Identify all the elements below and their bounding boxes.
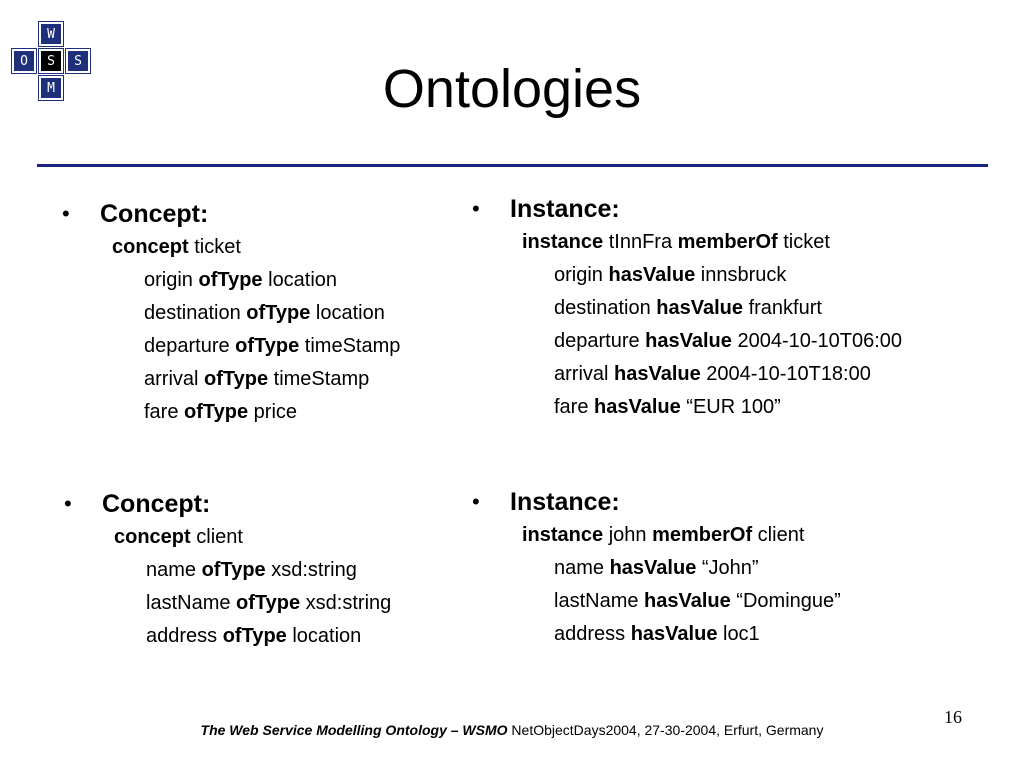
keyword: concept — [112, 236, 189, 258]
footer-title: The Web Service Modelling Ontology – WSMO — [200, 722, 508, 738]
footer-event: NetObjectDays2004, 27-30-2004, Erfurt, Germany — [507, 722, 824, 738]
line-text: ticket — [188, 236, 241, 258]
attr-name: arrival — [144, 368, 205, 390]
attr-name: origin — [144, 269, 199, 291]
keyword: hasValue — [614, 363, 701, 385]
keyword: ofType — [184, 401, 249, 423]
attr-value: innsbruck — [695, 264, 787, 286]
instance-client-heading — [472, 485, 841, 519]
concept-ticket-heading — [62, 197, 400, 231]
heading-text: Concept: — [100, 200, 209, 228]
attr-value: timeStamp — [268, 368, 370, 390]
slide-title: Ontologies — [382, 59, 642, 119]
code-line — [102, 587, 391, 620]
title-divider — [37, 164, 988, 167]
attr-value: “John” — [696, 557, 759, 579]
code-line — [102, 620, 391, 653]
instance-ticket-heading — [472, 192, 902, 226]
keyword: hasValue — [656, 297, 744, 319]
attr-value: frankfurt — [743, 297, 822, 319]
code-line — [510, 292, 902, 325]
bullet: • — [62, 201, 70, 226]
instance-ticket-block — [472, 192, 903, 424]
attr-value: “EUR 100” — [680, 396, 781, 418]
code-line — [100, 297, 400, 330]
attr-name: address — [554, 623, 631, 645]
attr-name: arrival — [554, 363, 615, 385]
attr-value: 2004-10-10T06:00 — [731, 330, 903, 352]
keyword: instance — [522, 524, 604, 546]
keyword: hasValue — [608, 264, 696, 286]
concept-ref: client — [752, 524, 805, 546]
logo-letter-right: S — [66, 49, 90, 73]
code-line — [510, 519, 841, 552]
code-line — [510, 585, 841, 618]
line-text: client — [190, 526, 243, 548]
logo-letter-top: W — [39, 22, 63, 46]
attr-name: lastName — [554, 590, 645, 612]
attr-value: location — [310, 302, 385, 324]
keyword: memberOf — [652, 524, 753, 546]
heading-text: Instance: — [510, 488, 620, 516]
keyword: ofType — [235, 335, 300, 357]
attr-name: departure — [144, 335, 236, 357]
keyword: hasValue — [630, 623, 718, 645]
heading-text: Concept: — [102, 490, 211, 518]
code-line — [100, 330, 400, 363]
attr-value: timeStamp — [299, 335, 401, 357]
attr-value: 2004-10-10T18:00 — [700, 363, 871, 385]
instance-client-block — [472, 485, 841, 651]
code-line — [100, 396, 400, 429]
logo-letter-left: O — [12, 49, 36, 73]
code-line — [510, 618, 841, 651]
keyword: hasValue — [609, 557, 697, 579]
concept-ref: ticket — [777, 231, 830, 253]
attr-value: location — [286, 625, 362, 647]
attr-name: fare — [554, 396, 595, 418]
code-line — [510, 259, 902, 292]
attr-value: location — [262, 269, 338, 291]
attr-name: address — [146, 625, 223, 647]
code-line — [102, 554, 391, 587]
bullet: • — [64, 491, 72, 516]
code-line — [510, 552, 841, 585]
code-line — [100, 264, 400, 297]
keyword: hasValue — [594, 396, 681, 418]
page-number: 16 — [944, 707, 962, 727]
keyword: concept — [114, 526, 191, 548]
code-line — [510, 391, 902, 424]
keyword: ofType — [246, 302, 311, 324]
concept-client-block — [64, 487, 392, 653]
code-line — [100, 231, 400, 264]
keyword: ofType — [204, 368, 269, 390]
attr-value: xsd:string — [265, 559, 357, 581]
bullet: • — [472, 489, 480, 514]
attr-name: destination — [144, 302, 247, 324]
keyword: ofType — [201, 559, 266, 581]
attr-name: name — [146, 559, 202, 581]
instance-id: john — [603, 524, 653, 546]
code-line — [510, 325, 902, 358]
code-line — [102, 521, 391, 554]
attr-value: “Domingue” — [730, 590, 841, 612]
attr-name: name — [554, 557, 610, 579]
keyword: hasValue — [645, 330, 732, 352]
heading-text: Instance: — [510, 195, 620, 223]
footer — [0, 722, 1024, 738]
attr-value: xsd:string — [300, 592, 392, 614]
code-line — [510, 226, 902, 259]
concept-client-heading — [64, 487, 391, 521]
code-line — [100, 363, 400, 396]
keyword: hasValue — [644, 590, 731, 612]
attr-value: price — [248, 401, 298, 423]
instance-id: tInnFra — [603, 231, 678, 253]
logo-letter-center: S — [39, 49, 63, 73]
concept-ticket-block — [62, 197, 401, 429]
keyword: ofType — [236, 592, 301, 614]
code-line — [510, 358, 902, 391]
keyword: instance — [522, 231, 604, 253]
logo-letter-bottom: M — [39, 76, 63, 100]
bullet: • — [472, 196, 480, 221]
attr-name: destination — [554, 297, 657, 319]
attr-name: fare — [144, 401, 185, 423]
keyword: ofType — [222, 625, 287, 647]
attr-name: lastName — [146, 592, 237, 614]
keyword: ofType — [198, 269, 263, 291]
attr-name: departure — [554, 330, 646, 352]
attr-value: loc1 — [717, 623, 760, 645]
attr-name: origin — [554, 264, 609, 286]
keyword: memberOf — [677, 231, 778, 253]
